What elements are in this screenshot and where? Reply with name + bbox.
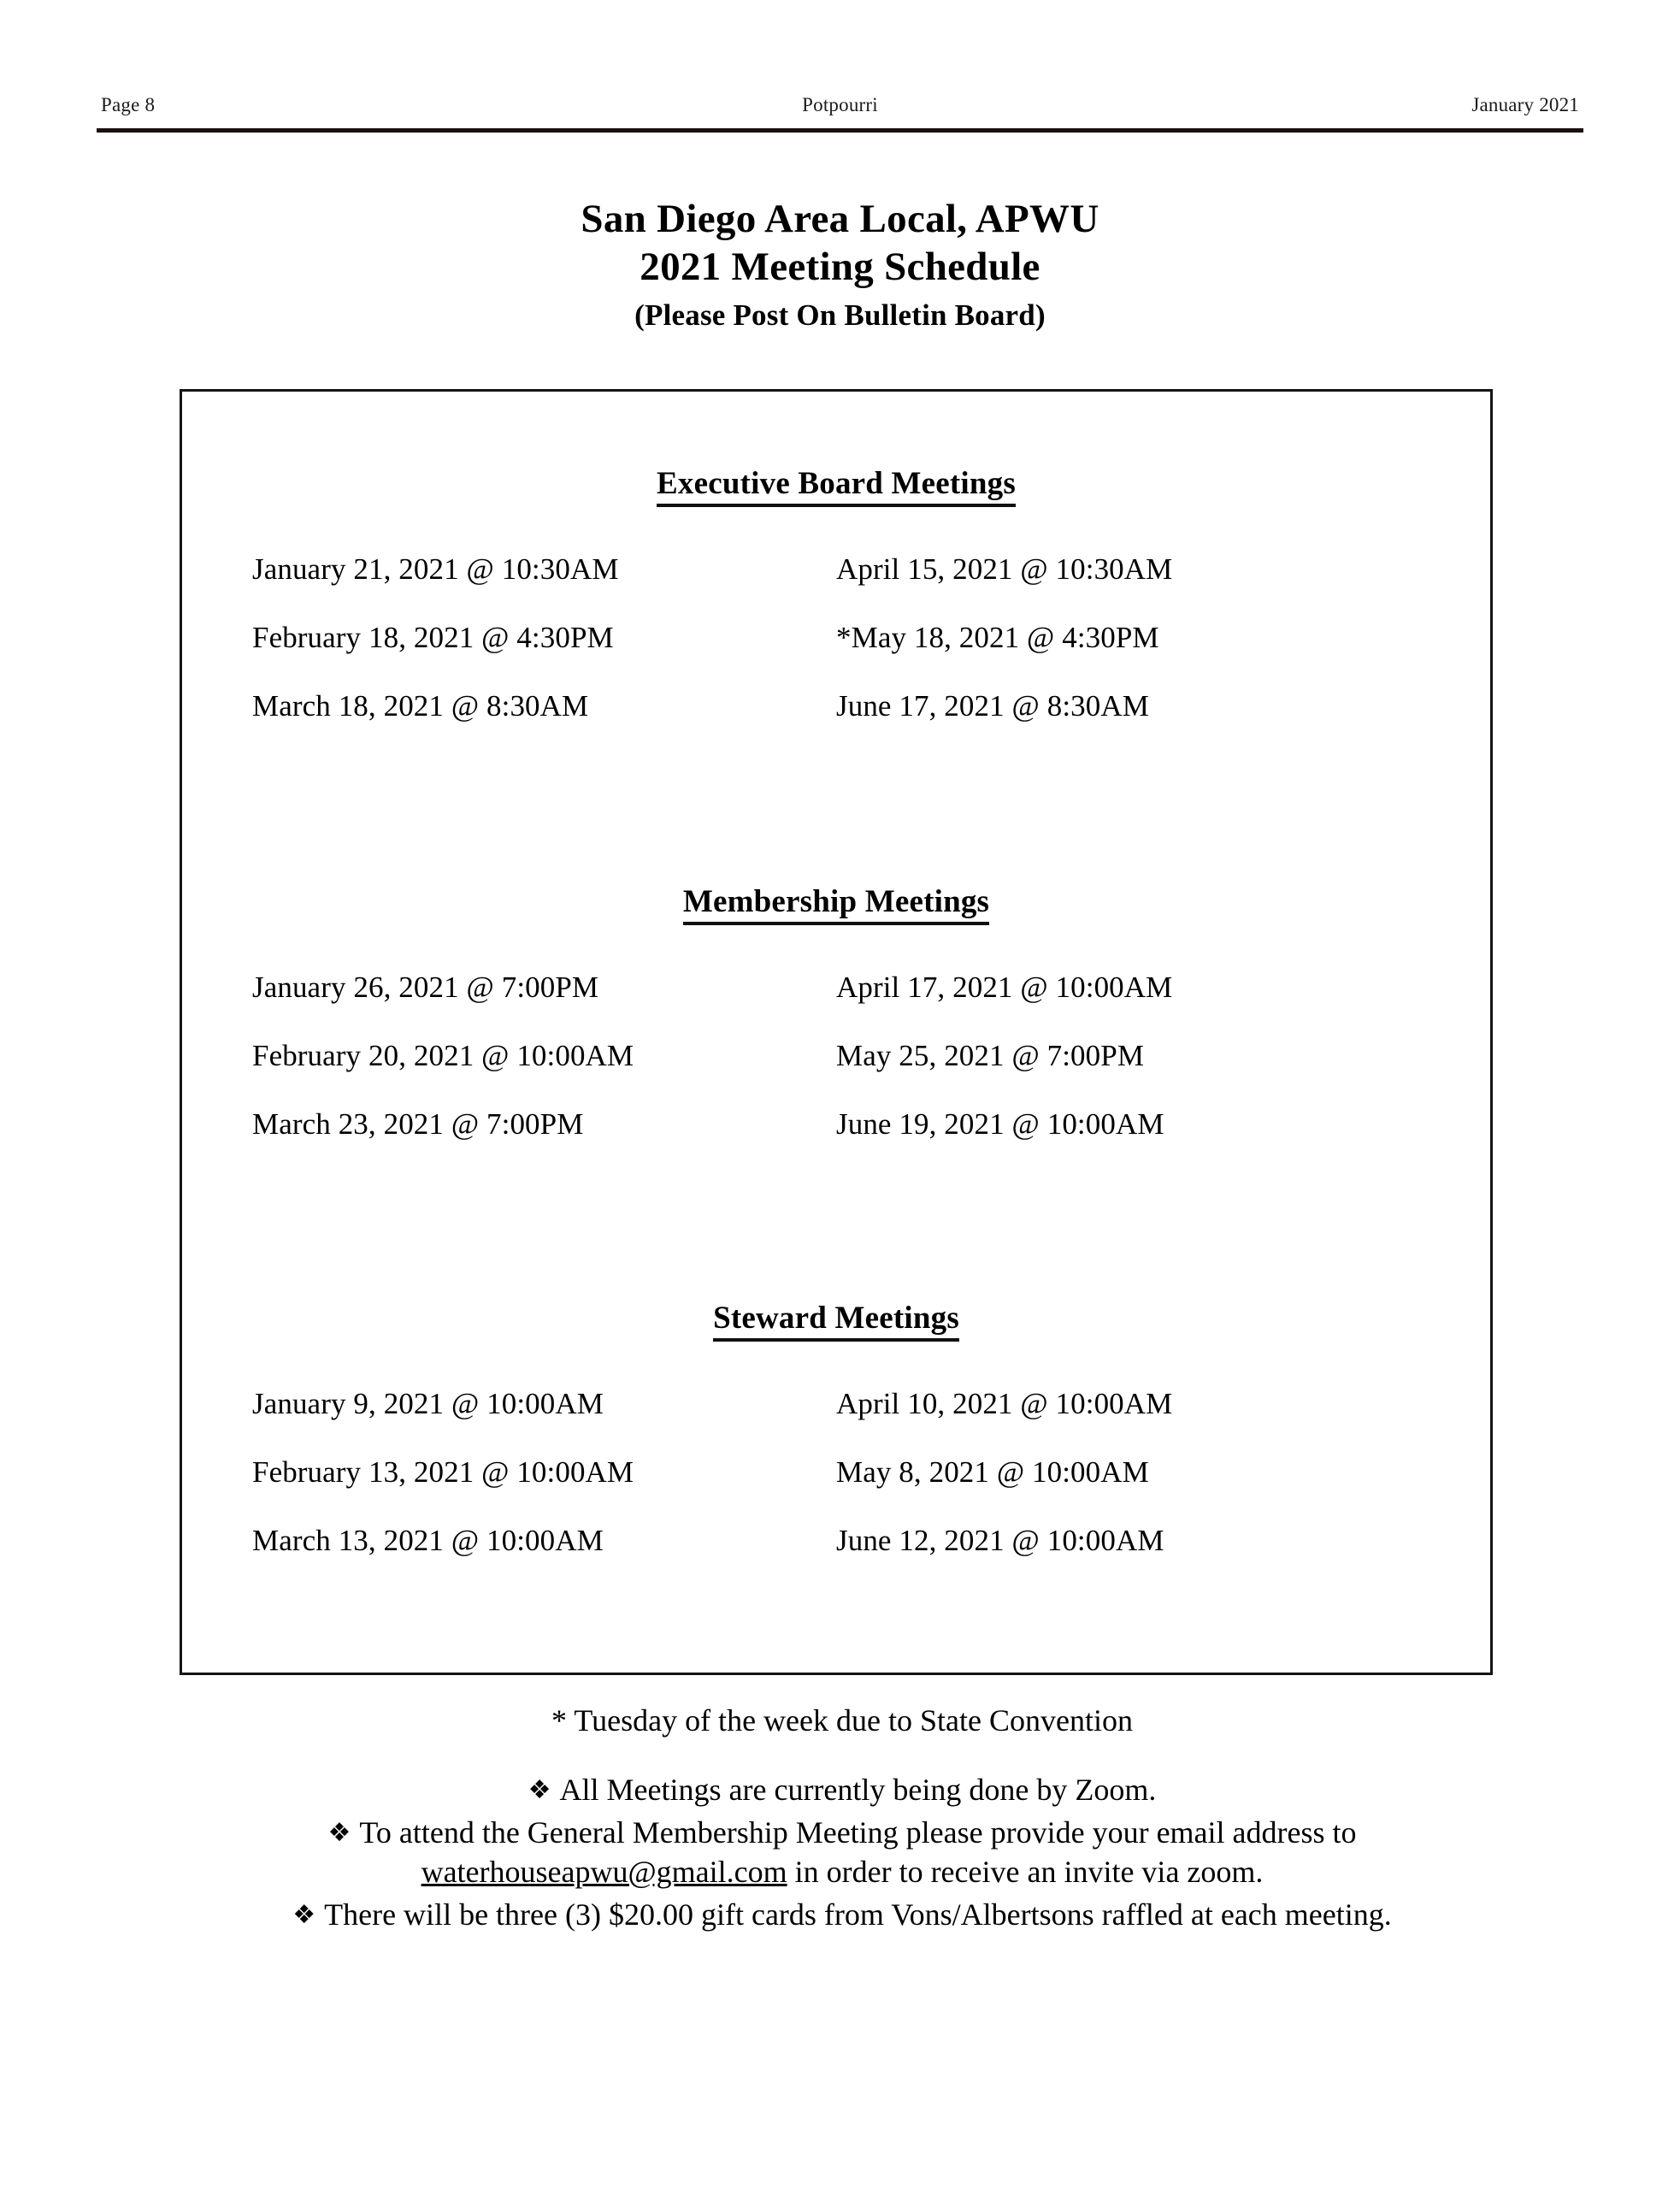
section-heading-text: Executive Board Meetings	[657, 466, 1016, 507]
bullet-text: There will be three (3) $20.00 gift cards from Vons/Albertsons raffled at each meeting.	[324, 1897, 1392, 1932]
meeting-rows-executive-board	[182, 553, 1490, 758]
meeting-rows-membership	[182, 971, 1490, 1177]
meeting-rows-steward	[182, 1388, 1490, 1593]
schedule-box	[180, 389, 1493, 1675]
table-row	[182, 690, 1490, 758]
list-item	[171, 1895, 1513, 1934]
meeting-entry: June 17, 2021 @ 8:30AM	[836, 689, 1149, 723]
publication-name: Potpourri	[802, 94, 878, 115]
section-heading-membership	[182, 883, 1490, 920]
table-row	[182, 1108, 1490, 1177]
section-heading-text: Steward Meetings	[713, 1301, 959, 1342]
meeting-entry: March 13, 2021 @ 10:00AM	[252, 1524, 604, 1557]
table-row	[182, 971, 1490, 1040]
meeting-entry: March 18, 2021 @ 8:30AM	[252, 689, 589, 723]
bullet-text-before-email: To attend the General Membership Meeting please provide your email address to	[359, 1815, 1357, 1850]
meeting-entry: May 25, 2021 @ 7:00PM	[836, 1039, 1145, 1072]
meeting-entry: April 17, 2021 @ 10:00AM	[836, 971, 1173, 1004]
meeting-entry: January 21, 2021 @ 10:30AM	[252, 552, 619, 586]
table-row	[182, 1388, 1490, 1456]
document-title-line-1: San Diego Area Local, APWU	[581, 197, 1099, 241]
title-block	[0, 195, 1680, 334]
document-subtitle: (Please Post On Bulletin Board)	[634, 298, 1046, 332]
meeting-entry: April 10, 2021 @ 10:00AM	[836, 1387, 1173, 1420]
section-heading-text: Membership Meetings	[683, 884, 989, 925]
table-row	[182, 1456, 1490, 1525]
list-item	[171, 1813, 1513, 1891]
table-row	[182, 1040, 1490, 1108]
section-executive-board	[182, 465, 1490, 758]
meeting-entry: February 20, 2021 @ 10:00AM	[252, 1039, 634, 1072]
meeting-entry: March 23, 2021 @ 7:00PM	[252, 1107, 584, 1141]
footnote-asterisk-note: * Tuesday of the week due to State Convention	[551, 1703, 1133, 1738]
diamond-bullet-icon: ❖	[528, 1775, 551, 1805]
table-row	[182, 622, 1490, 690]
meeting-entry: June 19, 2021 @ 10:00AM	[836, 1107, 1164, 1141]
section-heading-executive-board	[182, 465, 1490, 502]
bullet-text: All Meetings are currently being done by Zoom.	[559, 1773, 1157, 1807]
document-title-line-2: 2021 Meeting Schedule	[640, 245, 1040, 290]
section-heading-steward	[182, 1300, 1490, 1336]
section-membership	[182, 883, 1490, 1177]
meeting-entry: February 13, 2021 @ 10:00AM	[252, 1455, 634, 1489]
footnote-bullet-list	[171, 1770, 1513, 1934]
diamond-bullet-icon: ❖	[292, 1900, 316, 1931]
section-steward	[182, 1300, 1490, 1593]
list-item	[171, 1770, 1513, 1809]
footnotes-block	[171, 1702, 1513, 1938]
meeting-entry: February 18, 2021 @ 4:30PM	[252, 621, 614, 654]
bullet-text-after-email: in order to receive an invite via zoom.	[787, 1855, 1264, 1890]
diamond-bullet-icon: ❖	[327, 1818, 351, 1849]
table-row	[182, 553, 1490, 622]
table-row	[182, 1525, 1490, 1593]
page-number-label: Page 8	[101, 94, 156, 115]
meeting-entry: January 26, 2021 @ 7:00PM	[252, 971, 599, 1004]
header-divider	[97, 128, 1583, 133]
meeting-entry: May 8, 2021 @ 10:00AM	[836, 1455, 1149, 1489]
issue-date-label: January 2021	[1471, 94, 1579, 115]
meeting-entry: January 9, 2021 @ 10:00AM	[252, 1387, 604, 1420]
meeting-entry: *May 18, 2021 @ 4:30PM	[836, 621, 1159, 654]
meeting-entry: April 15, 2021 @ 10:30AM	[836, 552, 1173, 586]
running-header	[101, 94, 1579, 116]
email-link[interactable]: waterhouseapwu@gmail.com	[421, 1855, 787, 1890]
meeting-entry: June 12, 2021 @ 10:00AM	[836, 1524, 1164, 1557]
